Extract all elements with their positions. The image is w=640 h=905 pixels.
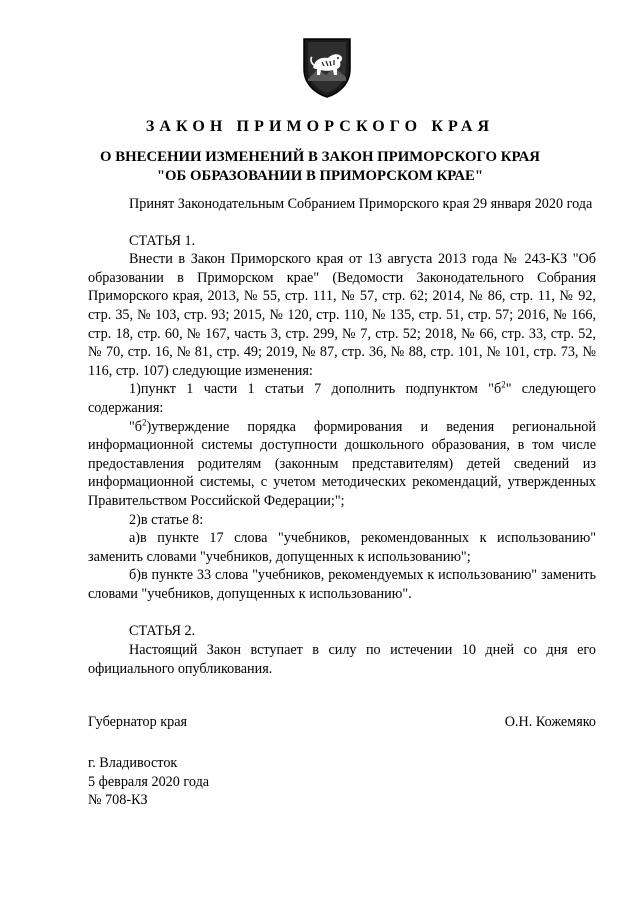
article-2-heading: СТАТЬЯ 2.	[129, 623, 196, 640]
article-1-item-2a: а)в пункте 17 слова "учебников, рекомендованных к использованию" заменить словами "учебников, допущенных к использованию";	[88, 530, 596, 565]
item-1-superscript: 2	[501, 379, 506, 390]
article-1-intro: Внести в Закон Приморского края от 13 августа 2013 года № 243-КЗ "Об образовании в Приморском крае" (Ведомости Законодательного Собрания Приморского края, 2013, № 55, стр. 111, № 57, стр. 62; 2014, № 86, стр. 11, № 92, стр. 35, № 103, стр. 93; 2015, № 120, стр. 110, № 135, стр. 51, стр. 57; 2016, № 166, стр. 18, стр. 60, № 167, часть 3, стр. 299, № 7, стр. 52; 2018, № 66, стр. 33, стр. 52, № 70, стр. 16, № 81, стр. 49; 2019, № 87, стр. 36, № 88, стр. 101, № 101, стр. 73, № 116, стр. 107) следующие изменения:	[88, 251, 596, 379]
law-title: ЗАКОН ПРИМОРСКОГО КРАЯ	[145, 118, 495, 135]
quote-superscript: 2	[142, 416, 147, 427]
article-1-item-1	[88, 380, 596, 417]
article-1-item-2b: б)в пункте 33 слова "учебников, рекомендуемых к использованию" заменить словами "учебников, допущенных к использованию".	[88, 567, 596, 602]
article-1-heading: СТАТЬЯ 1.	[129, 232, 196, 249]
footer-number: № 708-КЗ	[88, 792, 148, 809]
quote-text: )утверждение порядка формирования и ведения региональной информационной системы доступности дошкольного образования, в том числе предоставления родителям (законным представителям) детей сведений из информационной системы, с учетом методических рекомендаций, утвержденных Правительством Российской Федерации;";	[88, 418, 596, 509]
adoption-note: Принят Законодательным Собранием Приморского края 29 января 2020 года	[129, 196, 593, 212]
item-1-tail: " следующего содержания:	[88, 381, 596, 416]
signatory-position: Губернатор края	[88, 714, 188, 730]
law-subtitle	[0, 148, 640, 186]
quote-open: "б	[129, 418, 143, 435]
subtitle-line-2: "ОБ ОБРАЗОВАНИИ В ПРИМОРСКОМ КРАЕ"	[156, 168, 484, 184]
document-footer	[88, 754, 209, 810]
signatory-name: О.Н. Кожемяко	[504, 714, 596, 730]
footer-date: 5 февраля 2020 года	[88, 773, 210, 790]
footer-city: г. Владивосток	[88, 755, 178, 771]
item-1-text: 1)пункт 1 части 1 статьи 7 дополнить подпунктом "б	[129, 381, 502, 398]
subtitle-line-1: О ВНЕСЕНИИ ИЗМЕНЕНИЙ В ЗАКОН ПРИМОРСКОГО КРАЯ	[100, 149, 540, 165]
article-1-item-2: 2)в статье 8:	[129, 511, 204, 528]
law-body	[88, 195, 596, 678]
article-2-text: Настоящий Закон вступает в силу по истечении 10 дней со дня его официального опубликования.	[88, 642, 596, 677]
article-1-item-1-quote	[88, 418, 596, 511]
primorsky-krai-coat-of-arms-icon	[300, 35, 354, 99]
